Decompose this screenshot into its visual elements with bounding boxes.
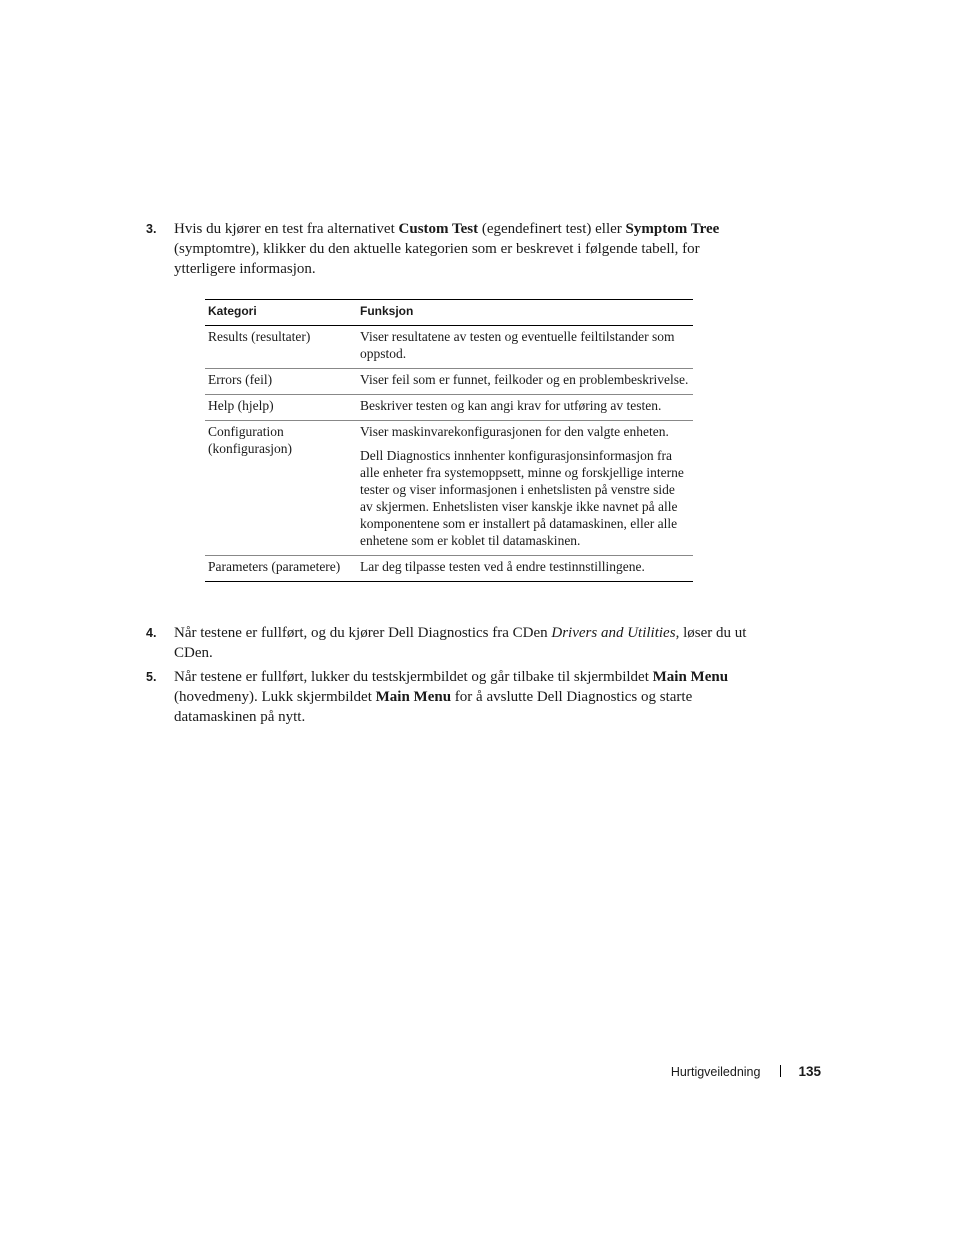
footer-divider <box>780 1065 781 1077</box>
category-cell: Configuration (konfigurasjon) <box>205 421 357 556</box>
symptom-tree-label: Symptom Tree <box>625 221 720 237</box>
table-row <box>205 326 693 369</box>
header-category: Kategori <box>205 300 357 326</box>
table-row <box>205 395 693 421</box>
table-row <box>205 421 693 556</box>
main-menu-label: Main Menu <box>652 669 729 685</box>
table-row <box>205 556 693 582</box>
category-table <box>205 299 693 582</box>
table-header-row <box>205 300 693 326</box>
text-run: (symptomtre), klikker du den aktuelle kategorien som er beskrevet i følgende tabell, for ytterligere informasjon. <box>174 241 700 277</box>
step-text <box>174 219 754 279</box>
text-run: Hvis du kjører en test fra alternativet <box>174 221 399 237</box>
description-cell <box>357 326 693 369</box>
text-run: , løser du ut CDen. <box>174 625 747 661</box>
description-text: Viser feil som er funnet, feilkoder og en problembeskrivelse. <box>360 372 689 387</box>
step-number: 4. <box>146 626 157 640</box>
description-cell <box>357 369 693 395</box>
description-text: Lar deg tilpasse testen ved å endre testinnstillingene. <box>360 559 645 574</box>
description-text: Beskriver testen og kan angi krav for utføring av testen. <box>360 398 662 413</box>
description-text: Viser resultatene av testen og eventuelle feiltilstander som oppstod. <box>360 329 675 361</box>
description-text: Dell Diagnostics innhenter konfigurasjonsinformasjon fra alle enheter fra systemoppsett, minne og forskjellige interne tester og viser informasjonen i enhetslisten på venstre side av skjermen. Enhetslisten viser kanskje ikke navnet på alle komponentene som er installert på datamaskinen, eller alle enhetene som er koblet til datamaskinen. <box>360 448 684 548</box>
description-cell <box>357 556 693 582</box>
text-run: Når testene er fullført, og du kjører Dell Diagnostics fra CDen <box>174 625 552 641</box>
category-cell: Help (hjelp) <box>205 395 357 421</box>
text-run: Når testene er fullført, lukker du testskjermbildet og går tilbake til skjermbildet <box>174 669 653 685</box>
description-cell <box>357 395 693 421</box>
text-run: (egendefinert test) eller <box>478 221 626 237</box>
text-run: for å avslutte Dell Diagnostics og starte datamaskinen på nytt. <box>174 689 693 725</box>
header-function: Funksjon <box>357 300 693 326</box>
category-cell: Results (resultater) <box>205 326 357 369</box>
page-footer <box>600 1062 821 1082</box>
step-text <box>174 623 754 663</box>
description-text: Viser maskinvarekonfigurasjonen for den valgte enheten. <box>360 424 669 439</box>
description-cell <box>357 421 693 556</box>
step-number: 5. <box>146 670 157 684</box>
category-cell: Parameters (parametere) <box>205 556 357 582</box>
step-number: 3. <box>146 222 157 236</box>
step-4 <box>146 623 766 663</box>
page-number: 135 <box>798 1064 821 1079</box>
drivers-utilities-title: Drivers and Utilities <box>551 625 676 641</box>
category-cell: Errors (feil) <box>205 369 357 395</box>
step-text <box>174 667 754 727</box>
step-5 <box>146 667 766 727</box>
text-run: (hovedmeny). Lukk skjermbildet <box>174 689 376 705</box>
step-3 <box>146 219 766 279</box>
footer-section-title: Hurtigveiledning <box>670 1065 761 1079</box>
custom-test-label: Custom Test <box>398 221 479 237</box>
table-row <box>205 369 693 395</box>
main-menu-label: Main Menu <box>375 689 452 705</box>
